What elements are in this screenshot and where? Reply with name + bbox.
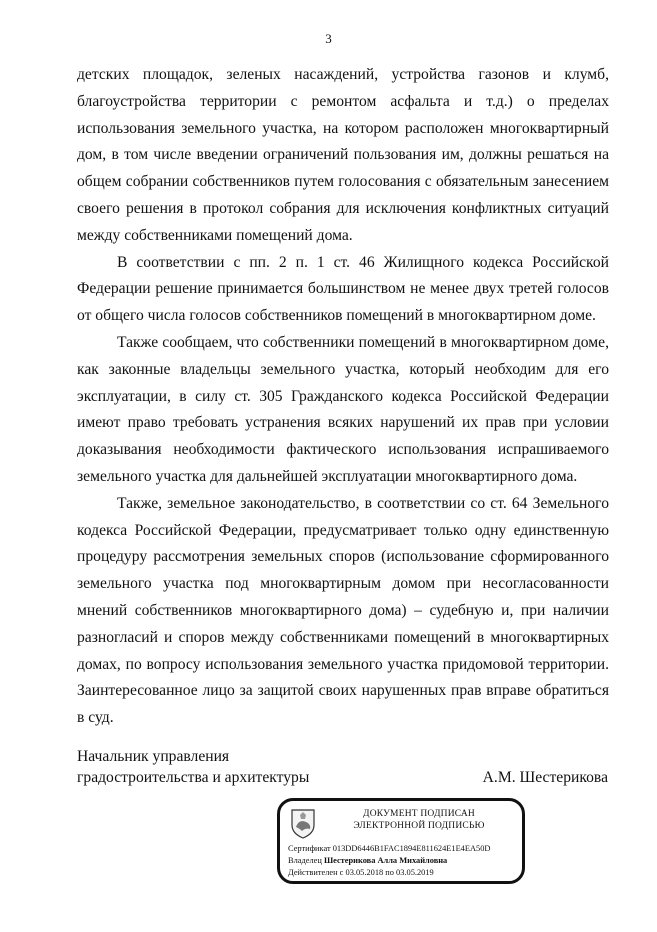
page-number: 3	[325, 31, 332, 46]
valid-from: 03.05.2018	[345, 868, 384, 877]
owner-label: Владелец	[288, 856, 322, 865]
electronic-signature-stamp	[277, 798, 525, 884]
signatory-title	[77, 746, 309, 788]
paragraph-land-code: Также, земельное законодательство, в соответствии со ст. 64 Земельного кодекса Российской Федерации, предусматривает только одну единственную процедуру рассмотрения земельных споров (использование сформированного земельного участка под многоквартирным домом при несогласованности мнений собственников многоквартирного дома) – судебную и, при наличии разногласий и споров между собственниками помещений в многоквартирных домах, по вопросу использования земельного участка придомовой территории. Заинтересованное лицо за защитой своих нарушенных прав вправе обратиться в суд.	[77, 494, 609, 727]
signatory-name: А.М. Шестерикова	[482, 769, 608, 786]
certificate-label: Сертификат	[288, 844, 331, 853]
owner-value: Шестерикова Алла Михайловна	[323, 856, 448, 865]
signatory-title-line2: градостроительства и архитектуры	[77, 769, 310, 786]
valid-to-label: по	[385, 868, 394, 877]
stamp-heading	[320, 808, 518, 832]
stamp-heading-line2: ЭЛЕКТРОННОЙ ПОДПИСЬЮ	[353, 821, 485, 831]
paragraph-civil-code: Также сообщаем, что собственники помещений в многоквартирном доме, как законные владельцы земельного участка, который необходим для его эксплуатации, в силу ст. 305 Гражданского кодекса Российской Федерации имеют право требовать устранения всяких нарушений их прав при условии доказывания необходимости фактического использования испрашиваемого земельного участка для дальнейшей эксплуатации многоквартирного дома.	[77, 333, 609, 485]
stamp-heading-line1: ДОКУМЕНТ ПОДПИСАН	[363, 809, 475, 819]
signatory-title-line1: Начальник управления	[77, 748, 230, 765]
validity-row	[288, 868, 434, 877]
owner-row	[288, 856, 447, 865]
letter-body	[77, 62, 609, 732]
coat-of-arms-icon	[290, 807, 316, 839]
valid-label: Действителен с	[288, 868, 344, 877]
certificate-value: 013DD6446B1FAC1894E811624E1E4EA50D	[332, 844, 491, 853]
certificate-row	[288, 844, 490, 853]
paragraph-continued: детских площадок, зеленых насаждений, устройства газонов и клумб, благоустройства территории с ремонтом асфальта и т.д.) о пределах использования земельного участка, на котором расположен многоквартирный дом, в том числе введении ограничений пользования им, должны решаться на общем собрании собственников путем голосования с обязательным занесением своего решения в протокол собрания для исключения конфликтных ситуаций между собственниками помещений дома.	[77, 66, 609, 244]
paragraph-housing-code: В соответствии с пп. 2 п. 1 ст. 46 Жилищного кодекса Российской Федерации решение принимается большинством не менее двух третей голосов от общего числа голосов собственников помещений в многоквартирном доме.	[77, 253, 609, 325]
valid-to: 03.05.2019	[396, 868, 434, 877]
